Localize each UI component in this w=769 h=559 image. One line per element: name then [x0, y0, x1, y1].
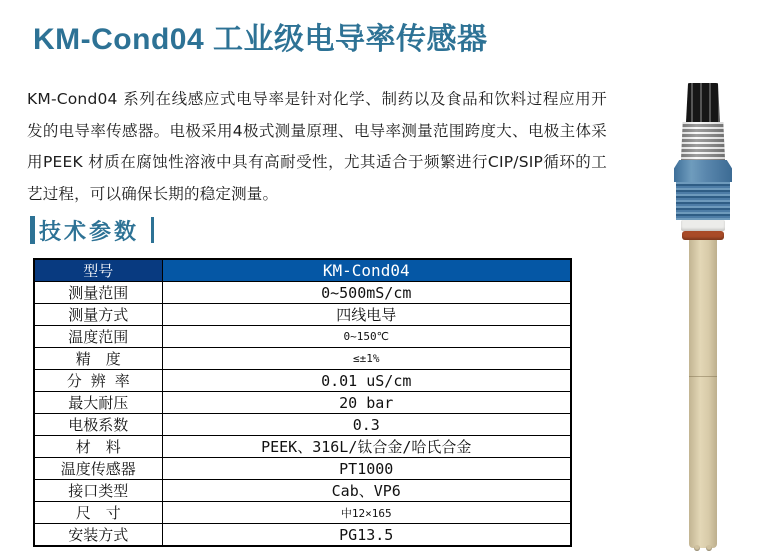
sensor-probe-shaft	[689, 240, 717, 548]
spec-label-cell: 精 度	[34, 348, 162, 370]
table-header-row	[34, 259, 571, 282]
section-bar-left	[30, 216, 35, 244]
sensor-shaft-seam	[689, 376, 717, 377]
table-header-model-value: KM-Cond04	[162, 259, 571, 282]
spec-value-cell: 四线电导	[162, 304, 571, 326]
sensor-white-ring	[681, 220, 725, 231]
sensor-o-ring	[682, 231, 724, 240]
spec-value-cell: 20 bar	[162, 392, 571, 414]
table-row	[34, 304, 571, 326]
section-header	[30, 214, 154, 246]
spec-value-cell: 0.01 uS/cm	[162, 370, 571, 392]
table-row	[34, 502, 571, 524]
table-header-model-label: 型号	[34, 259, 162, 282]
spec-value-cell: PEEK、316L/钛合金/哈氏合金	[162, 436, 571, 458]
spec-label-cell: 温度传感器	[34, 458, 162, 480]
sensor-tip-electrode	[706, 545, 712, 551]
spec-label-cell: 尺 寸	[34, 502, 162, 524]
section-title: 技术参数	[39, 219, 140, 245]
sensor-threads	[676, 182, 730, 220]
spec-label-cell: 测量方式	[34, 304, 162, 326]
spec-label-cell: 电极系数	[34, 414, 162, 436]
sensor-hex-nut	[674, 160, 732, 182]
spec-value-cell: PG13.5	[162, 524, 571, 547]
intro-paragraph: KM-Cond04 系列在线感应式电导率是针对化学、制药以及食品和饮料过程应用开发的电导率传感器。电极采用4极式测量原理、电导率测量范围跨度大、电极主体采用PEEK 材质在腐蚀性溶液中具有高耐受性，尤其适合于频繁进行CIP/SIP循环的工艺过程，可以确保长期的稳定测量。	[27, 90, 607, 203]
spec-value-cell: 0~150℃	[162, 326, 571, 348]
sensor-chrome-collar	[681, 122, 725, 160]
table-row	[34, 282, 571, 304]
page-title: KM-Cond04 工业级电导率传感器	[33, 23, 488, 56]
spec-table-body	[34, 259, 571, 546]
spec-value-cell: 0.3	[162, 414, 571, 436]
spec-value-cell: 0~500mS/cm	[162, 282, 571, 304]
spec-label-cell: 材 料	[34, 436, 162, 458]
table-row	[34, 480, 571, 502]
spec-label-cell: 安装方式	[34, 524, 162, 547]
spec-label-cell: 测量范围	[34, 282, 162, 304]
spec-value-cell: Cab、VP6	[162, 480, 571, 502]
table-row	[34, 458, 571, 480]
spec-label-cell: 温度范围	[34, 326, 162, 348]
spec-value-cell: PT1000	[162, 458, 571, 480]
spec-table	[33, 258, 572, 547]
spec-label-cell: 分 辨 率	[34, 370, 162, 392]
table-row	[34, 436, 571, 458]
spec-table-container	[33, 258, 572, 547]
sensor-tip-electrode	[694, 545, 700, 551]
sensor-illustration	[655, 83, 751, 556]
table-row	[34, 370, 571, 392]
table-row	[34, 414, 571, 436]
sensor-connector-cap	[686, 83, 720, 122]
table-row	[34, 524, 571, 547]
table-row	[34, 326, 571, 348]
spec-label-cell: 接口类型	[34, 480, 162, 502]
table-row	[34, 392, 571, 414]
spec-value-cell: ≤±1%	[162, 348, 571, 370]
spec-label-cell: 最大耐压	[34, 392, 162, 414]
spec-value-cell: 中12×165	[162, 502, 571, 524]
section-bar-right	[151, 217, 154, 243]
table-row	[34, 348, 571, 370]
